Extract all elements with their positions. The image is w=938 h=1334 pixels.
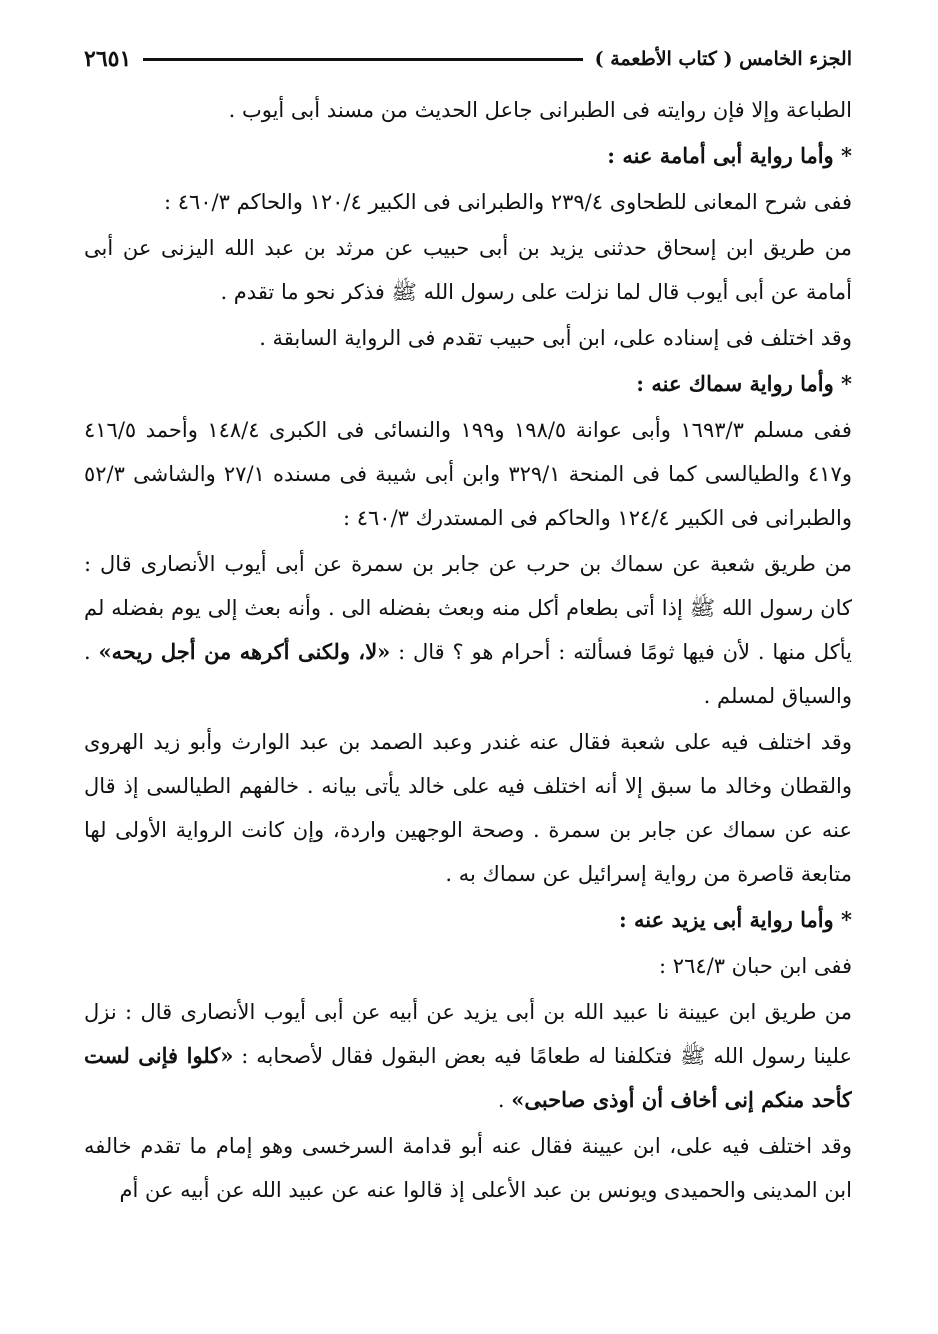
prophetic-quote: «لا، ولكنى أكرهه من أجل ريحه» (98, 639, 391, 664)
paragraph: الطباعة وإلا فإن روايته فى الطبرانى جاعل الحديث من مسند أبى أيوب . (228, 98, 852, 122)
page-number: ٢٦٥١ (84, 46, 132, 72)
hadith-paragraph (84, 542, 852, 718)
section-heading: * وأما رواية سماك عنه : (636, 371, 852, 396)
paragraph: وقد اختلف فيه على شعبة فقال عنه غندر وعبد الصمد بن عبد الوارث وأبو زيد الهروى والقطان وخالد ما سبق إلا أنه اختلف فيه على خالد يأتى بيانه . خالفهم الطيالسى إذ قال عنه عن سماك عن جابر بن سمرة . وصحة الوجهين واردة، وإن كانت الرواية الأولى لها متابعة قاصرة من رواية إسرائيل عن سماك به . (84, 730, 852, 886)
page-header (84, 42, 852, 76)
prophetic-quote: «كلوا فإنى لست كأحد منكم إنى أخاف أن أوذى صاحبى» (84, 1043, 852, 1112)
running-title: الجزء الخامس ( كتاب الأطعمة ) (594, 48, 852, 70)
paragraph: وقد اختلف فيه على، ابن عيينة فقال عنه أبو قدامة السرخسى وهو إمام ما تقدم خالفه ابن المدينى والحميدى ويونس بن عبد الأعلى إذ قالوا عنه عن عبيد الله عن أبيه عن أم (84, 1134, 852, 1202)
paragraph: ففى مسلم ١٦٩٣/٣ وأبى عوانة ١٩٨/٥ و١٩٩ والنسائى فى الكبرى ١٤٨/٤ وأحمد ٤١٦/٥ و٤١٧ والطيالسى كما فى المنحة ٣٢٩/١ وابن أبى شيبة فى مسنده ٢٧/١ والشاشى ٥٢/٣ والطبرانى فى الكبير ١٢٤/٤ والحاكم فى المستدرك ٤٦٠/٣ : (84, 418, 852, 530)
section-heading: * وأما رواية أبى أمامة عنه : (607, 143, 852, 168)
paragraph: من طريق ابن إسحاق حدثنى يزيد بن أبى حبيب عن مرثد بن عبد الله اليزنى عن أبى أمامة عن أبى أيوب قال لما نزلت على رسول الله ﷺ فذكر نحو ما تقدم . (84, 236, 852, 304)
hadith-text-end: . (497, 1088, 505, 1112)
hadith-text: من طريق ابن عيينة نا عبيد الله بن أبى يزيد عن أبيه عن أبى أيوب الأنصارى قال : نزل علينا رسول الله ﷺ فتكلفنا له طعامًا فيه بعض البقول فقال لأصحابه : (84, 1000, 852, 1068)
section-heading: * وأما رواية أبى يزيد عنه : (618, 907, 852, 932)
paragraph: وقد اختلف فى إسناده على، ابن أبى حبيب تقدم فى الرواية السابقة . (259, 326, 852, 350)
paragraph: ففى شرح المعانى للطحاوى ٢٣٩/٤ والطبرانى فى الكبير ١٢٠/٤ والحاكم ٤٦٠/٣ : (163, 190, 852, 214)
hadith-text: من طريق شعبة عن سماك بن حرب عن جابر بن سمرة عن أبى أيوب الأنصارى قال : كان رسول الله ﷺ إذا أتى بطعام أكل منه وبعث بفضله الى . وأنه بعث إلى يوم بفضله لم يأكل منها . لأن فيها ثومًا فسألته : أحرام هو ؟ قال : (84, 552, 852, 664)
hadith-text-end: . والسياق لمسلم . (84, 640, 852, 708)
header-rule (143, 58, 582, 61)
paragraph: ففى ابن حبان ٢٦٤/٣ : (659, 954, 852, 978)
page-body (84, 88, 852, 1314)
hadith-paragraph (84, 990, 852, 1122)
